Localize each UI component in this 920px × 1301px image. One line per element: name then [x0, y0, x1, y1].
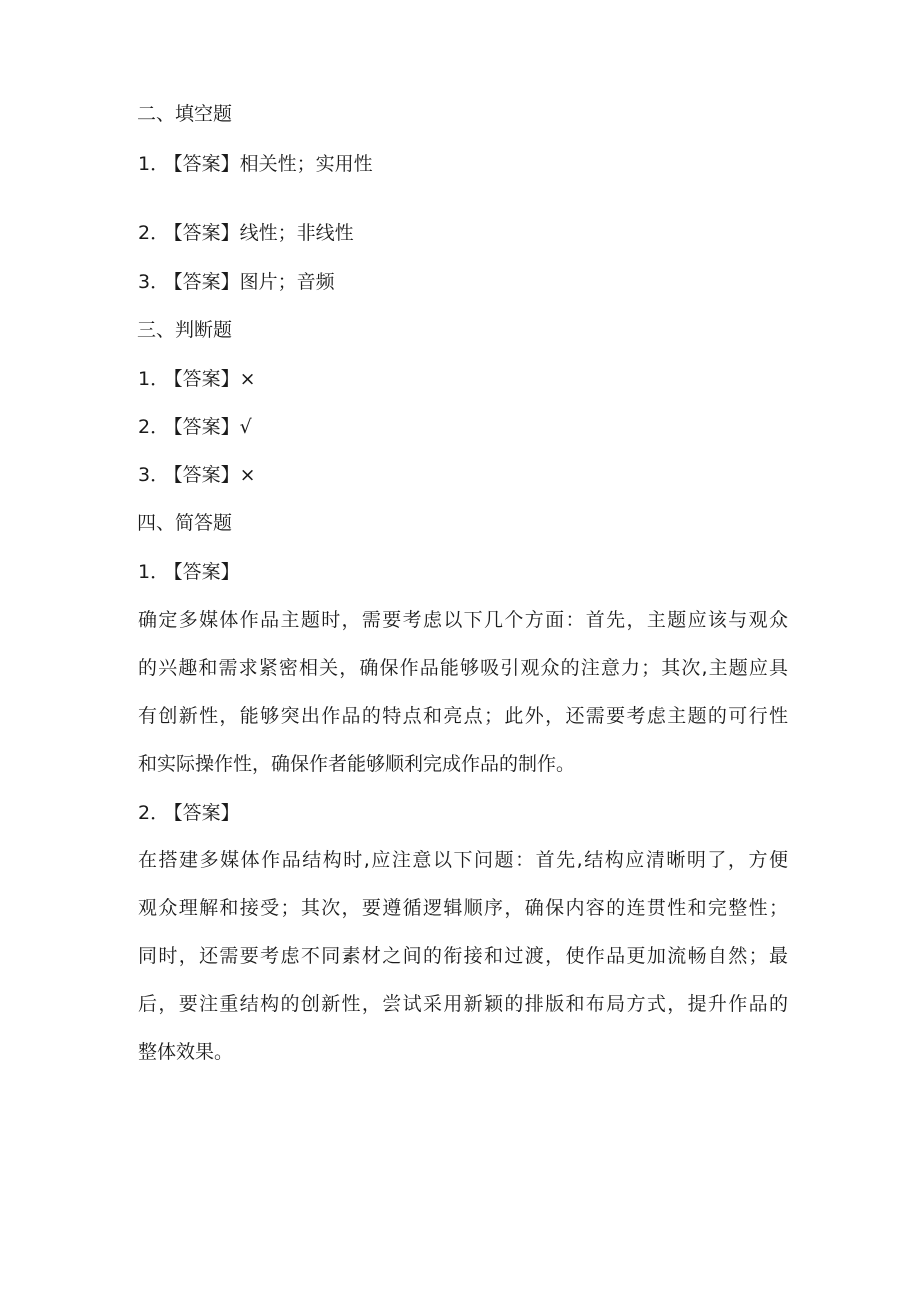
fill-answer-1-number: 1． [138, 153, 170, 175]
fill-answer-3-number: 3． [138, 271, 170, 293]
judge-answer-2-number: 2． [138, 416, 170, 438]
fill-answer-3 [138, 270, 335, 294]
short-answer-2-line: 观众理解和接受；其次，要遵循逻辑顺序，确保内容的连贯性和完整性； [138, 897, 788, 919]
judge-answer-3 [138, 463, 256, 487]
section-heading-short: 四、简答题 [137, 512, 233, 534]
fill-answer-3-text: 【答案】图片；音频 [173, 271, 335, 293]
short-answer-1-line: 确定多媒体作品主题时，需要考虑以下几个方面：首先，主题应该与观众 [138, 609, 788, 631]
short-answer-1-line: 和实际操作性，确保作者能够顺利完成作品的制作。 [138, 753, 576, 775]
short-answer-2-number: 2． [138, 802, 170, 824]
judge-answer-2 [138, 415, 252, 439]
judge-answer-1 [138, 367, 256, 391]
fill-answer-1-text: 【答案】相关性；实用性 [173, 153, 373, 175]
short-answer-1-line: 的兴趣和需求紧密相关，确保作品能够吸引观众的注意力；其次,主题应具 [138, 657, 788, 679]
section-heading-fill: 二、填空题 [137, 103, 233, 125]
fill-answer-1 [138, 152, 373, 176]
judge-answer-3-number: 3． [138, 464, 170, 486]
short-answer-1-paragraph [138, 596, 788, 788]
judge-answer-2-text: 【答案】√ [173, 416, 252, 438]
fill-answer-2 [138, 221, 354, 245]
short-answer-1-header [138, 560, 240, 584]
section-heading-judge: 三、判断题 [137, 319, 233, 341]
fill-answer-2-text: 【答案】线性；非线性 [173, 222, 354, 244]
short-answer-1-number: 1． [138, 561, 170, 583]
short-answer-2-line: 在搭建多媒体作品结构时,应注意以下问题：首先,结构应清晰明了，方便 [138, 849, 788, 871]
short-answer-2-label: 【答案】 [173, 802, 240, 824]
short-answer-1-line: 有创新性，能够突出作品的特点和亮点；此外，还需要考虑主题的可行性 [138, 705, 788, 727]
short-answer-2-line: 同时，还需要考虑不同素材之间的衔接和过渡，使作品更加流畅自然；最 [138, 945, 788, 967]
short-answer-2-line: 整体效果。 [138, 1041, 234, 1063]
judge-answer-1-number: 1． [138, 368, 170, 390]
fill-answer-2-number: 2． [138, 222, 170, 244]
judge-answer-1-text: 【答案】× [173, 368, 256, 390]
short-answer-2-paragraph [138, 836, 788, 1076]
short-answer-1-label: 【答案】 [173, 561, 240, 583]
judge-answer-3-text: 【答案】× [173, 464, 256, 486]
short-answer-2-header [138, 801, 240, 825]
short-answer-2-line: 后，要注重结构的创新性，尝试采用新颖的排版和布局方式，提升作品的 [138, 993, 788, 1015]
